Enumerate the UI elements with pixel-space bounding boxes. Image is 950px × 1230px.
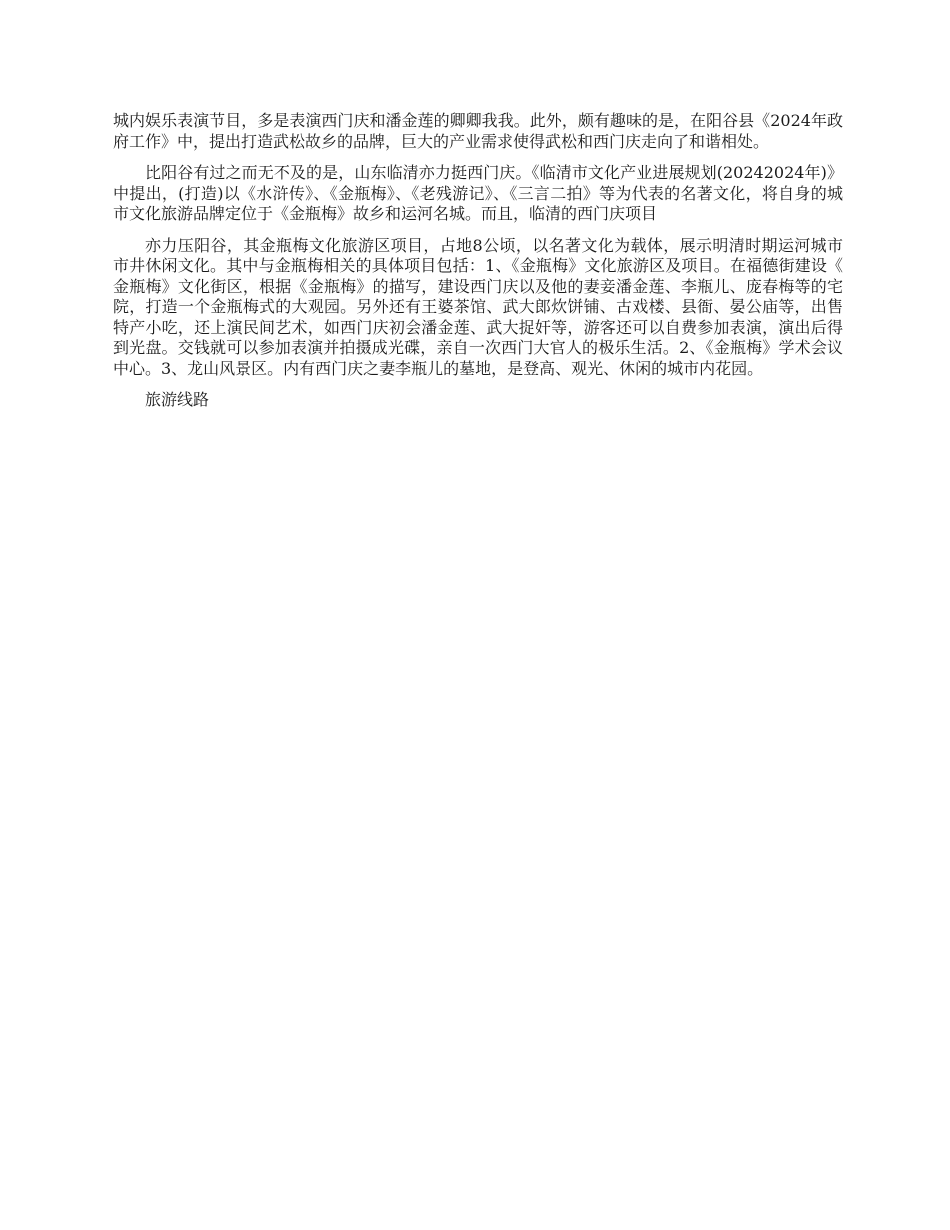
paragraph-2: 比阳谷有过之而无不及的是，山东临清亦力挺西门庆。《临清市文化产业进展规划(20242024年)》中提出，(打造)以《水浒传》、《金瓶梅》、《老残游记》、《三言二拍》等为代表的名著文化，将自身的城市文化旅游品牌定位于《金瓶梅》故乡和运河名城。而且，临清的西门庆项目: [113, 163, 843, 223]
paragraph-3: 亦力压阳谷，其金瓶梅文化旅游区项目，占地8公顷，以名著文化为载体，展示明清时期运河城市市井休闲文化。其中与金瓶梅相关的具体项目包括：1、《金瓶梅》文化旅游区及项目。在福德街建设《金瓶梅》文化街区，根据《金瓶梅》的描写，建设西门庆以及他的妻妾潘金莲、李瓶儿、庞春梅等的宅院，打造一个金瓶梅式的大观园。另外还有王婆茶馆、武大郎炊饼铺、古戏楼、县衙、晏公庙等，出售特产小吃，还上演民间艺术，如西门庆初会潘金莲、武大捉奸等，游客还可以自费参加表演，演出后得到光盘。交钱就可以参加表演并拍摄成光碟，亲自一次西门大官人的极乐生活。2、《金瓶梅》学术会议中心。3、龙山风景区。内有西门庆之妻李瓶儿的墓地，是登高、观光、休闲的城市内花园。: [113, 235, 843, 378]
paragraph-1: 城内娱乐表演节目，多是表演西门庆和潘金莲的卿卿我我。此外，颇有趣味的是，在阳谷县《2024年政府工作》中，提出打造武松故乡的品牌，巨大的产业需求使得武松和西门庆走向了和谐相处。: [113, 111, 843, 151]
document-body: [113, 111, 843, 422]
paragraph-4-heading: 旅游线路: [145, 390, 210, 409]
